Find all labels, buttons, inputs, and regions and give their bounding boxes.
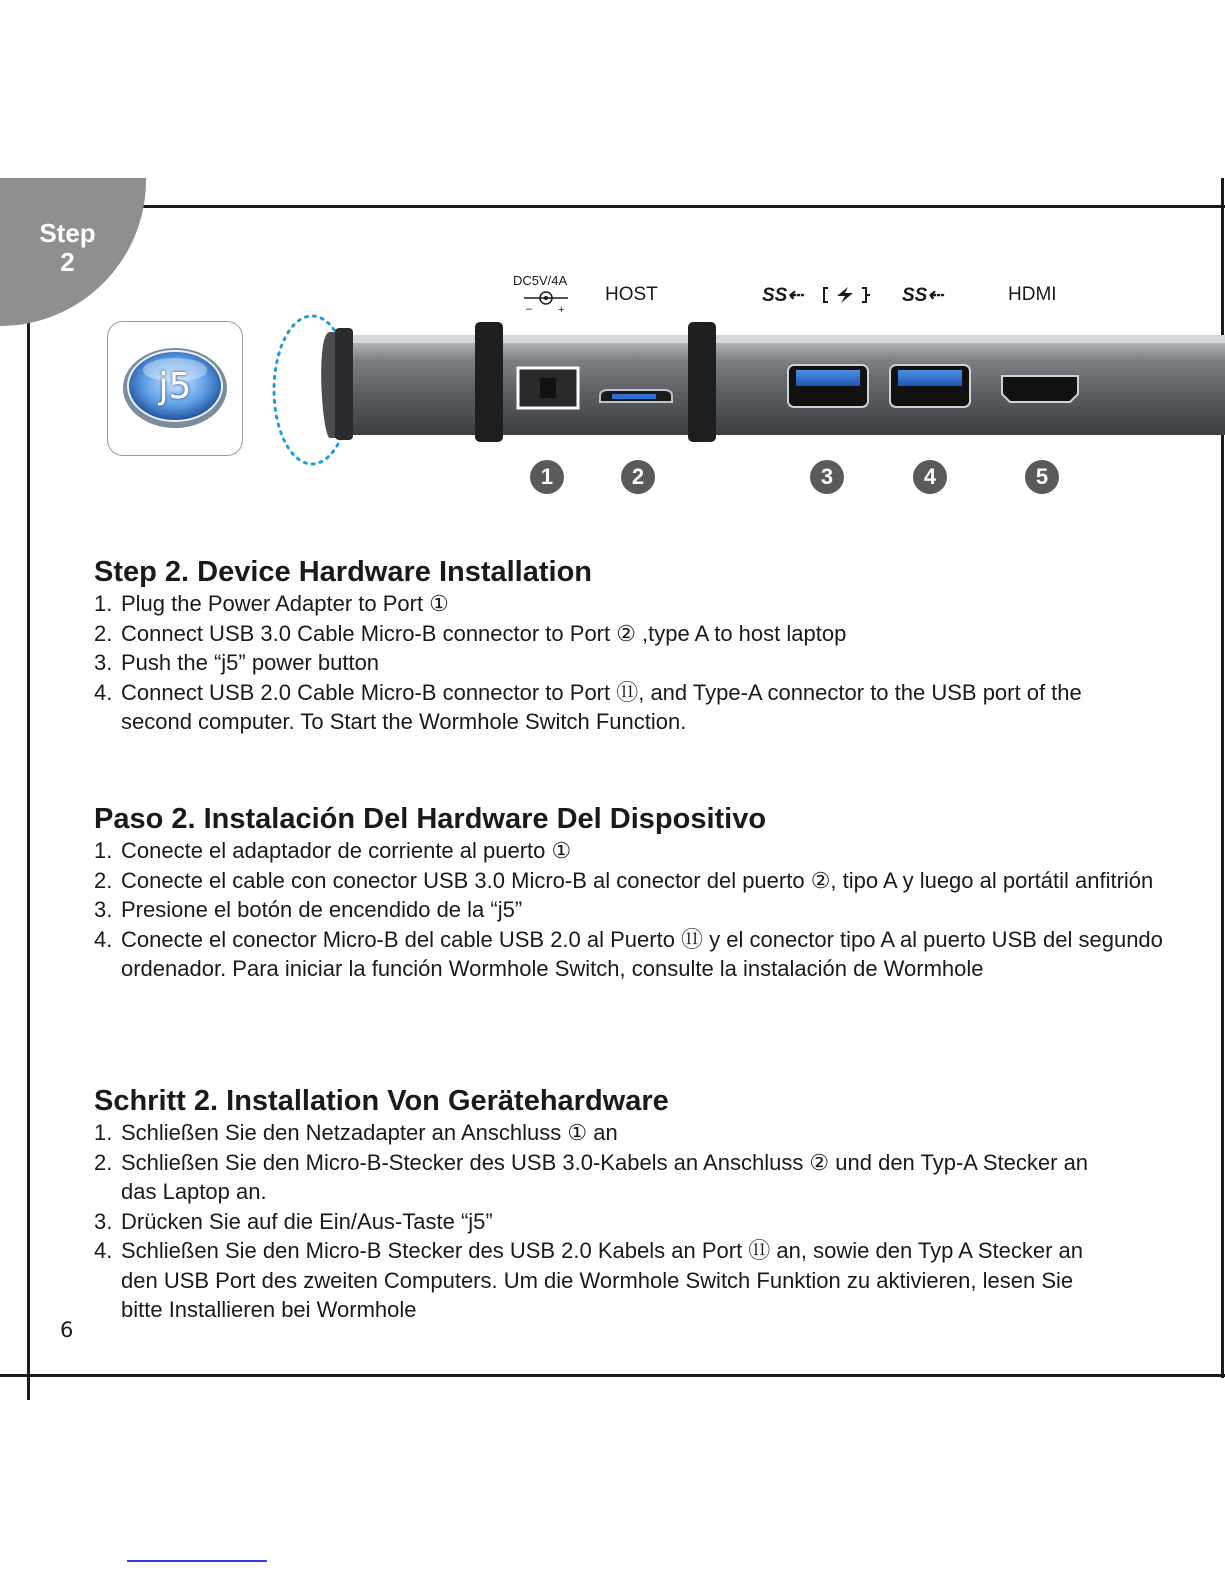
list-item: 2. Connect USB 3.0 Cable Micro-B connector to Port ② ,type A to host laptop bbox=[94, 620, 847, 646]
section-spanish bbox=[94, 802, 1204, 984]
list-item: 3. Push the “j5” power button bbox=[94, 650, 380, 675]
list-item: 4. Conecte el conector Micro-B del cable USB 2.0 al Puerto ⑪ y el conector tipo A al puerto USB del segundo ordenador. Para iniciar la función Wormhole Switch, consulte la instalación de Wormhole bbox=[94, 926, 1163, 981]
list-item: 2. Conecte el cable con conector USB 3.0 Micro-B al conector del puerto ②, tipo A y luego al portátil anfitrión bbox=[94, 867, 1154, 893]
instruction-list bbox=[94, 836, 1204, 984]
svg-text:+: + bbox=[558, 304, 565, 314]
list-item: 1. Plug the Power Adapter to Port ① bbox=[94, 591, 449, 616]
list-item: 4. Schließen Sie den Micro-B Stecker des USB 2.0 Kabels an Port ⑪ an, sowie den Typ A Stecker an den USB Port des zweiten Computers. Um die Wormhole Switch Funktion zu aktivieren, lesen Sie bitte Installieren bei Wormhole bbox=[94, 1238, 1083, 1322]
step-tab bbox=[0, 178, 146, 326]
j5-logo-box bbox=[107, 321, 243, 456]
port-badge-5: 5 bbox=[1025, 460, 1059, 494]
frame-bottom-rule bbox=[0, 1374, 1225, 1377]
page-number: 6 bbox=[60, 1318, 74, 1342]
list-item: 1. Schließen Sie den Netzadapter an Anschluss ① an bbox=[94, 1120, 618, 1145]
instruction-list bbox=[94, 589, 1204, 737]
section-german bbox=[94, 1084, 1204, 1325]
dock-device-illustration bbox=[270, 310, 1225, 470]
list-item: 2. Schließen Sie den Micro-B-Stecker des USB 3.0-Kabels an Anschluss ② und den Typ-A Stecker an das Laptop an. bbox=[94, 1149, 1089, 1204]
port-badge-3: 3 bbox=[810, 460, 844, 494]
usb3-port-4-label: SS⇠ bbox=[902, 285, 944, 306]
frame-left-rule bbox=[27, 178, 30, 1400]
list-item: 3. Presione el botón de encendido de la “j5” bbox=[94, 897, 523, 922]
port-badge-1: 1 bbox=[530, 460, 564, 494]
section-heading: Schritt 2. Installation Von Gerätehardware bbox=[94, 1085, 669, 1117]
footer-link-underline bbox=[127, 1560, 267, 1562]
port-badge-2: 2 bbox=[621, 460, 655, 494]
host-port-label: HOST bbox=[605, 284, 658, 305]
svg-text:–: – bbox=[526, 303, 533, 314]
dc-power-label: DC5V/4A bbox=[513, 273, 568, 288]
section-heading: Paso 2. Instalación Del Hardware Del Dispositivo bbox=[94, 803, 767, 835]
section-heading: Step 2. Device Hardware Installation bbox=[94, 556, 593, 588]
list-item: 3. Drücken Sie auf die Ein/Aus-Taste “j5” bbox=[94, 1208, 493, 1234]
j5-logo-text: j5 bbox=[158, 366, 192, 407]
port-badge-4: 4 bbox=[913, 460, 947, 494]
frame-top-rule bbox=[28, 205, 1225, 208]
step-tab-label: Step bbox=[39, 218, 96, 248]
step-tab-number: 2 bbox=[60, 247, 75, 277]
usb3-port-3-label: SS⇠ bbox=[762, 285, 804, 306]
list-item: 1. Conecte el adaptador de corriente al puerto ① bbox=[94, 838, 572, 863]
charging-icon bbox=[822, 285, 872, 305]
instruction-list bbox=[94, 1118, 1204, 1325]
section-english bbox=[94, 555, 1204, 737]
hdmi-port-label: HDMI bbox=[1008, 284, 1057, 305]
list-item: 4. Connect USB 2.0 Cable Micro-B connector to Port ⑪, and Type-A connector to the USB port of the second computer. To Start the Wormhole Switch Function. bbox=[94, 679, 1082, 734]
